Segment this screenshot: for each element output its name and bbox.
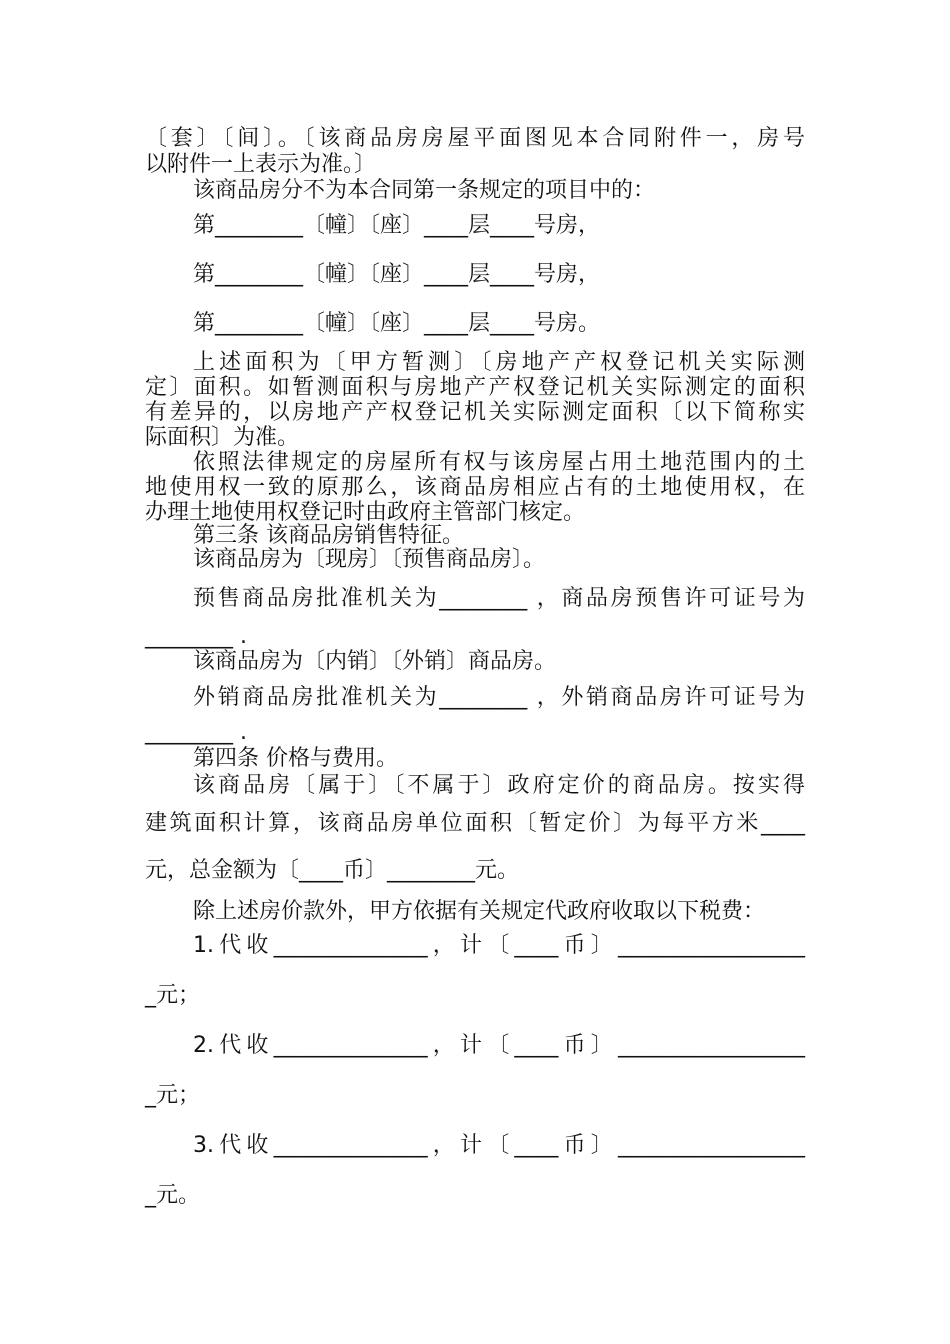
text-line: _元； xyxy=(145,1083,201,1108)
text-line: 建筑面积计算，该商品房单位面积〔暂定价〕为每平方米____ xyxy=(145,811,805,836)
text-line: 第________〔幢〕〔座〕____层____号房。 xyxy=(193,311,601,336)
text-line: 元，总金额为〔____币〕________元。 xyxy=(145,858,520,883)
text-line: _元。 xyxy=(145,1183,201,1208)
text-line: 第________〔幢〕〔座〕____层____号房， xyxy=(193,213,601,238)
text-line: 该商品房〔属于〕〔不属于〕政府定价的商品房。按实得 xyxy=(193,773,805,798)
text-line: 外销商品房批准机关为________ ，外销商品房许可证号为 xyxy=(193,685,805,710)
text-line: 际面积〕为准。 xyxy=(145,425,300,450)
text-line: 以附件一上表示为准。〕 xyxy=(145,152,377,177)
text-line: 〔套〕〔间〕。〔该商品房房屋平面图见本合同附件一，房号 xyxy=(145,126,805,151)
text-line: 该商品房为〔内销〕〔外销〕商品房。 xyxy=(193,649,557,674)
text-line: 预售商品房批准机关为________ ，商品房预售许可证号为 xyxy=(193,586,805,611)
section-heading: 第三条 该商品房销售特征。 xyxy=(193,523,464,548)
text-line: 1.代收______________，计〔____币〕_________________ xyxy=(193,933,805,958)
text-line: 有差异的，以房地产产权登记机关实际测定面积〔以下简称实 xyxy=(145,400,805,425)
section-heading: 第四条 价格与费用。 xyxy=(193,746,398,771)
text-line: 定〕面积。如暂测面积与房地产产权登记机关实际测定的面积 xyxy=(145,375,805,400)
text-line: 该商品房为〔现房〕〔预售商品房〕。 xyxy=(193,547,546,572)
text-line: 除上述房价款外，甲方依据有关规定代政府收取以下税费： xyxy=(193,899,766,924)
text-line: 办理土地使用权登记时由政府主管部门核定。 xyxy=(145,500,586,525)
text-line: ________ . xyxy=(145,624,247,649)
text-line: 上述面积为〔甲方暂测〕〔房地产产权登记机关实际测 xyxy=(193,350,805,375)
text-line: _元； xyxy=(145,983,201,1008)
text-line: 依照法律规定的房屋所有权与该房屋占用土地范围内的土 xyxy=(193,450,805,475)
text-line: 地使用权一致的原那么，该商品房相应占有的土地使用权，在 xyxy=(145,475,805,500)
text-line: ________ . xyxy=(145,720,247,745)
text-line: 该商品房分不为本合同第一条规定的项目中的： xyxy=(193,178,656,203)
text-line: 第________〔幢〕〔座〕____层____号房， xyxy=(193,262,601,287)
text-line: 2.代收______________，计〔____币〕_________________ xyxy=(193,1033,805,1058)
text-line: 3.代收______________，计〔____币〕_________________ xyxy=(193,1133,805,1158)
